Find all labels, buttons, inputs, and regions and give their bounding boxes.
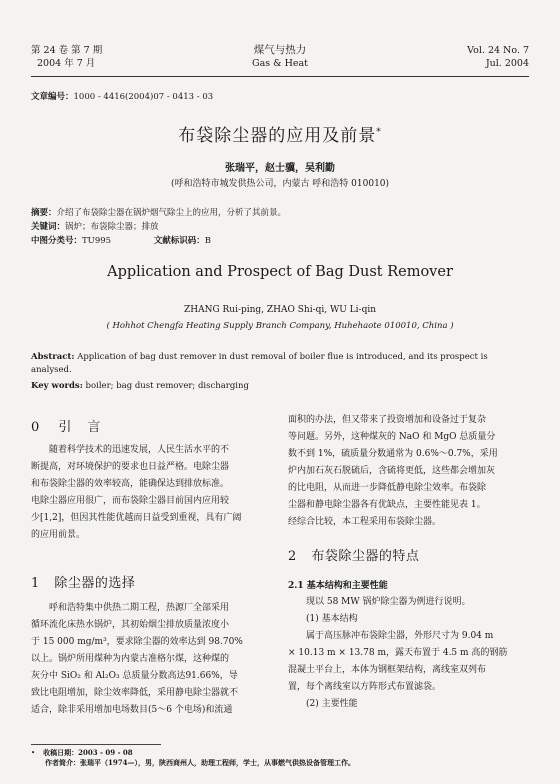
keywords-cn-label: 关键词： [31, 222, 66, 232]
keywords-en-label: Key words: [31, 381, 83, 391]
section-1-body [31, 600, 271, 719]
doc-code-label: 文献标识码： [153, 236, 205, 246]
keywords-cn-text: 锅炉；布袋除尘器；排放 [65, 222, 159, 232]
text-line: 以上。锅炉所用煤种为内蒙古准格尔煤，这种煤的 [31, 654, 230, 664]
class-label: 中图分类号： [31, 236, 83, 246]
text-line: 灰分中 SiO₂ 和 Al₂O₃ 总质量分数高达91.66%，导 [31, 671, 238, 681]
text-line: 电除尘器应用很广，而布袋除尘器目前国内应用较 [31, 496, 230, 506]
section-2-number: 2 [288, 549, 297, 564]
footnote-rule [31, 744, 161, 745]
affiliation-en: ( Hohhot Chengfa Heating Supply Branch Company, Huhehaote 010010, China ) [106, 321, 454, 331]
text-line: 混凝土平台上，本体为钢框架结构，离线室双列布 [288, 665, 487, 675]
header-rule [31, 76, 529, 77]
abstract-en [31, 351, 529, 377]
section-2-body [288, 594, 529, 713]
section-1-heading [31, 572, 135, 591]
abstract-en-line1: Application of bag dust remover in dust removal of boiler flue is introduced, and its prospect is [77, 352, 488, 362]
text-line: 炉内加石灰石脱硫后，含硫将更低，这些都会增加灰 [288, 466, 496, 476]
section-0-title: 引 言 [58, 420, 107, 435]
section-2-title: 布袋除尘器的特点 [311, 549, 420, 564]
section-1-number: 1 [31, 576, 40, 591]
item-1-heading: (1) 基本结构 [306, 614, 358, 624]
keywords-en [31, 380, 249, 393]
keywords-cn [31, 221, 159, 234]
footnote-bullet: • [31, 749, 36, 757]
section-1-title: 除尘器的选择 [54, 576, 136, 591]
title-footnote-mark: * [376, 127, 382, 138]
affiliation-cn: (呼和浩特市城发供热公司，内蒙古 呼和浩特 010010) [170, 179, 390, 189]
text-line: 尘器和静电除尘器各有优缺点，主要性能见表 1。 [288, 500, 486, 510]
issue-volume: 第 24 卷 第 7 期 [31, 45, 103, 56]
text-line: 适合，除非采用增加电场数目(5～6 个电场)和流通 [31, 705, 233, 715]
text-line: 经综合比较，本工程采用布袋除尘器。 [288, 517, 442, 527]
text-line: 于 15 000 mg/m³，要求除尘器的效率达到 98.70% [31, 637, 243, 647]
journal-name-en: Gas & Heat [251, 58, 308, 69]
issue-date: 2004 年 7 月 [37, 58, 96, 69]
text-line: 的比电阻，从而进一步降低静电除尘效率。布袋除 [288, 483, 487, 493]
text-line: 现以 58 MW 锅炉除尘器为例进行说明。 [306, 597, 471, 607]
section-0-heading [31, 416, 107, 435]
text-line: 数不到 1%，硫质量分数通常为 0.6%～0.7%，采用 [288, 449, 498, 459]
section-2-heading [288, 545, 419, 564]
text-line: × 10.13 m × 13.78 m，露天布置于 4.5 m 高的钢筋 [288, 648, 508, 658]
text-line: 随着科学技术的迅速发展，人民生活水平的不 [49, 445, 230, 455]
paper-title-cn-text: 布袋除尘器的应用及前景 [178, 126, 377, 146]
text-line: 等问题。另外，这种煤灰的 NaO 和 MgO 总质量分 [288, 432, 496, 442]
footnote-bio: 作者简介：张瑞平（1974—），男，陕西商州人，助理工程师，学士，从事燃气供热设备管理工作。 [45, 758, 355, 767]
article-number-value: 1000 - 4416(2004)07 - 0413 - 03 [73, 92, 214, 102]
article-number-label: 文章编号： [31, 92, 74, 102]
section-0-body [31, 442, 271, 544]
abstract-cn-text: 介绍了布袋除尘器在锅炉烟气除尘上的应用，分析了其前景。 [56, 208, 287, 218]
issue-info-en [467, 44, 529, 70]
abstract-en-line2: analysed. [31, 365, 72, 375]
text-line: 少[1,2]，但因其性能优越而日益受到重视，具有广阔 [31, 513, 242, 523]
subsection-2-1-heading: 2.1 基本结构和主要性能 [288, 581, 388, 591]
text-line: 面积的办法，但又带来了投资增加和设备过于复杂 [288, 415, 487, 425]
class-value: TU995 [82, 236, 112, 246]
footnote [31, 748, 355, 768]
text-line: 和布袋除尘器的效率较高，能确保达到排放标准。 [31, 479, 230, 489]
issue-date-en: Jul. 2004 [485, 58, 529, 69]
item-2-heading: (2) 主要性能 [306, 699, 358, 709]
text-line: 循环流化床热水锅炉，其初始烟尘排放质量浓度小 [31, 620, 230, 630]
abstract-cn-label: 摘要： [31, 208, 57, 218]
article-number [31, 91, 213, 104]
abstract-cn [31, 207, 286, 220]
text-line: 呼和浩特集中供热二期工程，热源厂全部采用 [49, 603, 230, 613]
keywords-en-text: boiler; bag dust remover; discharging [85, 381, 249, 391]
section-0-number: 0 [31, 420, 40, 435]
authors-en: ZHANG Rui-ping, ZHAO Shi-qi, WU Li-qin [183, 305, 377, 315]
text-line: 置，每个离线室以方阵形式布置滤袋。 [288, 682, 442, 692]
paper-title-cn [0, 121, 560, 146]
footnote-received: 收稿日期：2003 - 09 - 08 [43, 748, 133, 757]
authors-cn: 张瑞平，赵士骥，吴利勤 [225, 163, 335, 174]
abstract-en-label: Abstract: [31, 352, 75, 362]
text-line: 断提高，对环境保护的要求也日益严格。电除尘器 [31, 462, 230, 472]
text-line: 的应用前景。 [31, 530, 86, 540]
journal-name-cn: 煤气与热力 [253, 44, 307, 56]
paper-title-en: Application and Prospect of Bag Dust Remover [107, 264, 453, 280]
right-col-paragraph [288, 412, 529, 531]
issue-volume-en: Vol. 24 No. 7 [467, 45, 529, 56]
doc-code-value: B [204, 236, 212, 246]
classification [31, 235, 211, 248]
text-line: 致比电阻增加，除尘效率降低，采用静电除尘器就不 [31, 688, 239, 698]
text-line: 属于高压脉冲布袋除尘器，外形尺寸为 9.04 m [306, 631, 494, 641]
